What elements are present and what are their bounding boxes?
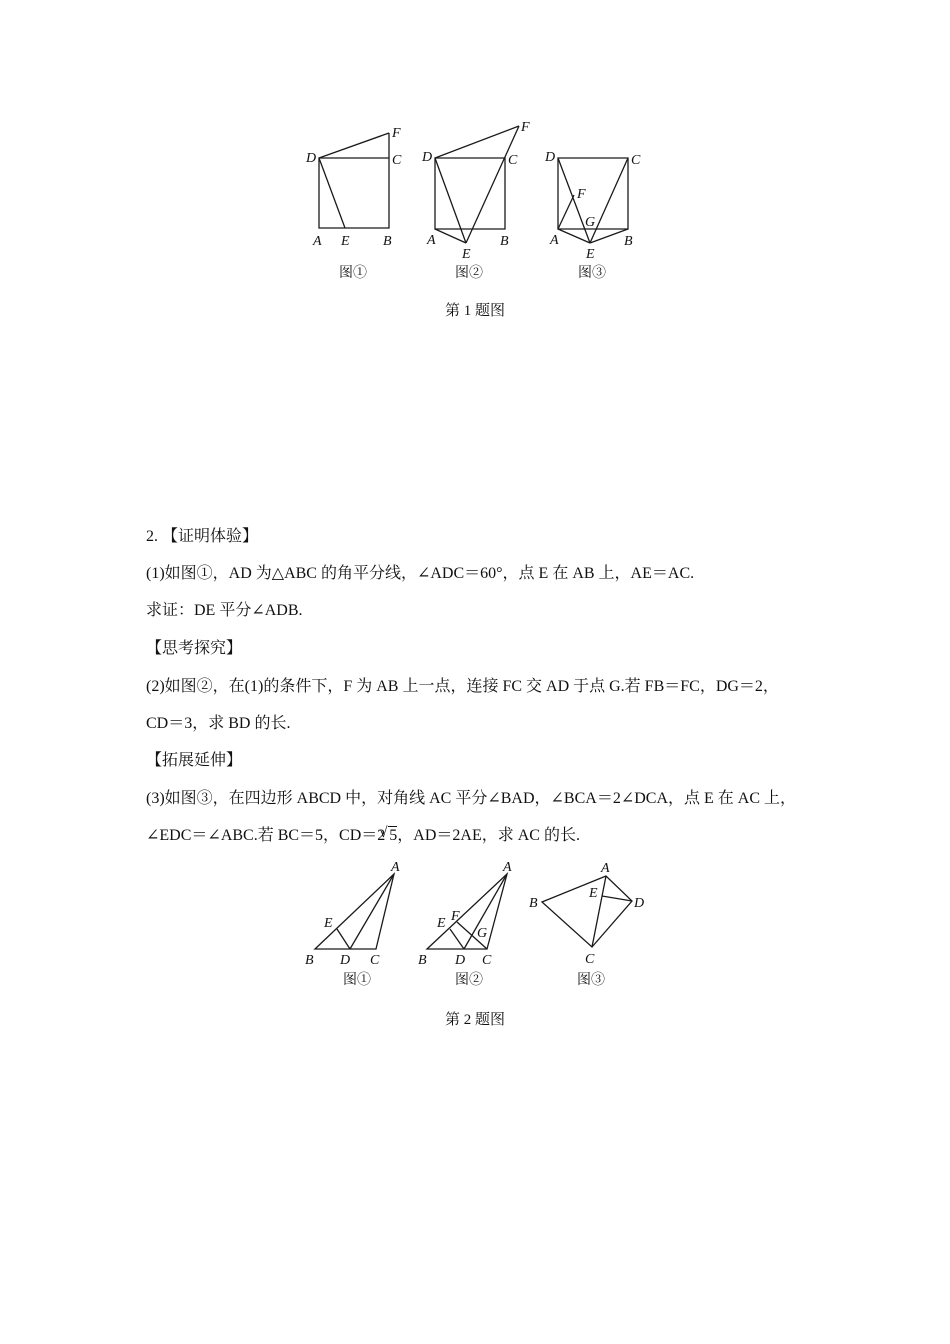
section-title-proof: 【证明体验】 xyxy=(162,528,259,545)
svg-text:A: A xyxy=(427,233,436,248)
svg-text:A: A xyxy=(601,861,610,876)
section-title-extend: 【拓展延伸】 xyxy=(146,752,243,769)
figure-2-2 xyxy=(418,860,512,988)
sqrt-five: √ 5 xyxy=(388,826,397,845)
svg-text:C: C xyxy=(370,953,380,968)
svg-text:E: E xyxy=(437,916,446,931)
part1-line2: 求证：DE 平分∠ADB. xyxy=(146,602,303,619)
svg-text:F: F xyxy=(577,187,586,202)
svg-text:E: E xyxy=(589,886,598,901)
svg-text:图①: 图① xyxy=(343,973,371,988)
svg-text:E: E xyxy=(462,247,471,262)
svg-text:G: G xyxy=(477,926,488,941)
part2-line2: CD＝3，求 BD 的长. xyxy=(146,715,291,732)
svg-text:D: D xyxy=(422,150,433,165)
svg-text:图②: 图② xyxy=(455,973,483,988)
svg-text:C: C xyxy=(508,153,518,168)
figure-title-2: 第 2 题图 xyxy=(444,1012,505,1028)
svg-text:E: E xyxy=(341,234,350,249)
svg-text:A: A xyxy=(391,860,400,875)
svg-text:B: B xyxy=(624,234,633,249)
svg-text:B: B xyxy=(418,953,427,968)
figure-title-1: 第 1 题图 xyxy=(444,303,505,319)
svg-text:D: D xyxy=(455,953,466,968)
part3-line2-end: ，AD＝2AE，求 AC 的长. xyxy=(397,827,580,844)
figure-2-3 xyxy=(529,861,644,988)
svg-text:C: C xyxy=(392,153,402,168)
svg-text:E: E xyxy=(586,247,595,262)
svg-text:图①: 图① xyxy=(339,266,367,281)
svg-text:B: B xyxy=(529,896,538,911)
svg-text:F: F xyxy=(451,909,460,924)
svg-text:E: E xyxy=(324,916,333,931)
svg-text:F: F xyxy=(392,126,401,141)
part3-line1: (3)如图③，在四边形 ABCD 中，对角线 AC 平分∠BAD，∠BCA＝2∠DCA，点 E 在 AC 上， xyxy=(146,790,797,807)
svg-text:B: B xyxy=(305,953,314,968)
svg-text:A: A xyxy=(313,234,322,249)
svg-text:C: C xyxy=(482,953,492,968)
svg-text:C: C xyxy=(631,153,641,168)
svg-text:图②: 图② xyxy=(455,266,483,281)
part3-line2-start: ∠EDC＝∠ABC.若 BC＝5，CD＝2 xyxy=(146,827,386,844)
svg-text:G: G xyxy=(585,215,596,230)
svg-text:B: B xyxy=(500,234,509,249)
problem-number: 2. xyxy=(146,528,158,545)
svg-text:C: C xyxy=(585,952,595,967)
figure-2-1 xyxy=(305,860,400,988)
part2-line1: (2)如图②，在(1)的条件下，F 为 AB 上一点，连接 FC 交 AD 于点 G.若 FB＝FC，DG＝2， xyxy=(146,678,779,695)
svg-text:D: D xyxy=(340,953,351,968)
svg-text:图③: 图③ xyxy=(577,973,605,988)
svg-text:A: A xyxy=(503,860,512,875)
svg-text:B: B xyxy=(383,234,392,249)
svg-text:F: F xyxy=(521,120,530,135)
svg-text:图③: 图③ xyxy=(578,266,606,281)
svg-text:D: D xyxy=(634,896,645,911)
section-title-explore: 【思考探究】 xyxy=(146,640,243,657)
svg-text:D: D xyxy=(545,150,556,165)
svg-text:D: D xyxy=(306,151,317,166)
svg-text:A: A xyxy=(550,233,559,248)
part1-line1: (1)如图①，AD 为△ABC 的角平分线，∠ADC＝60°，点 E 在 AB 上，AE＝AC. xyxy=(146,565,695,582)
